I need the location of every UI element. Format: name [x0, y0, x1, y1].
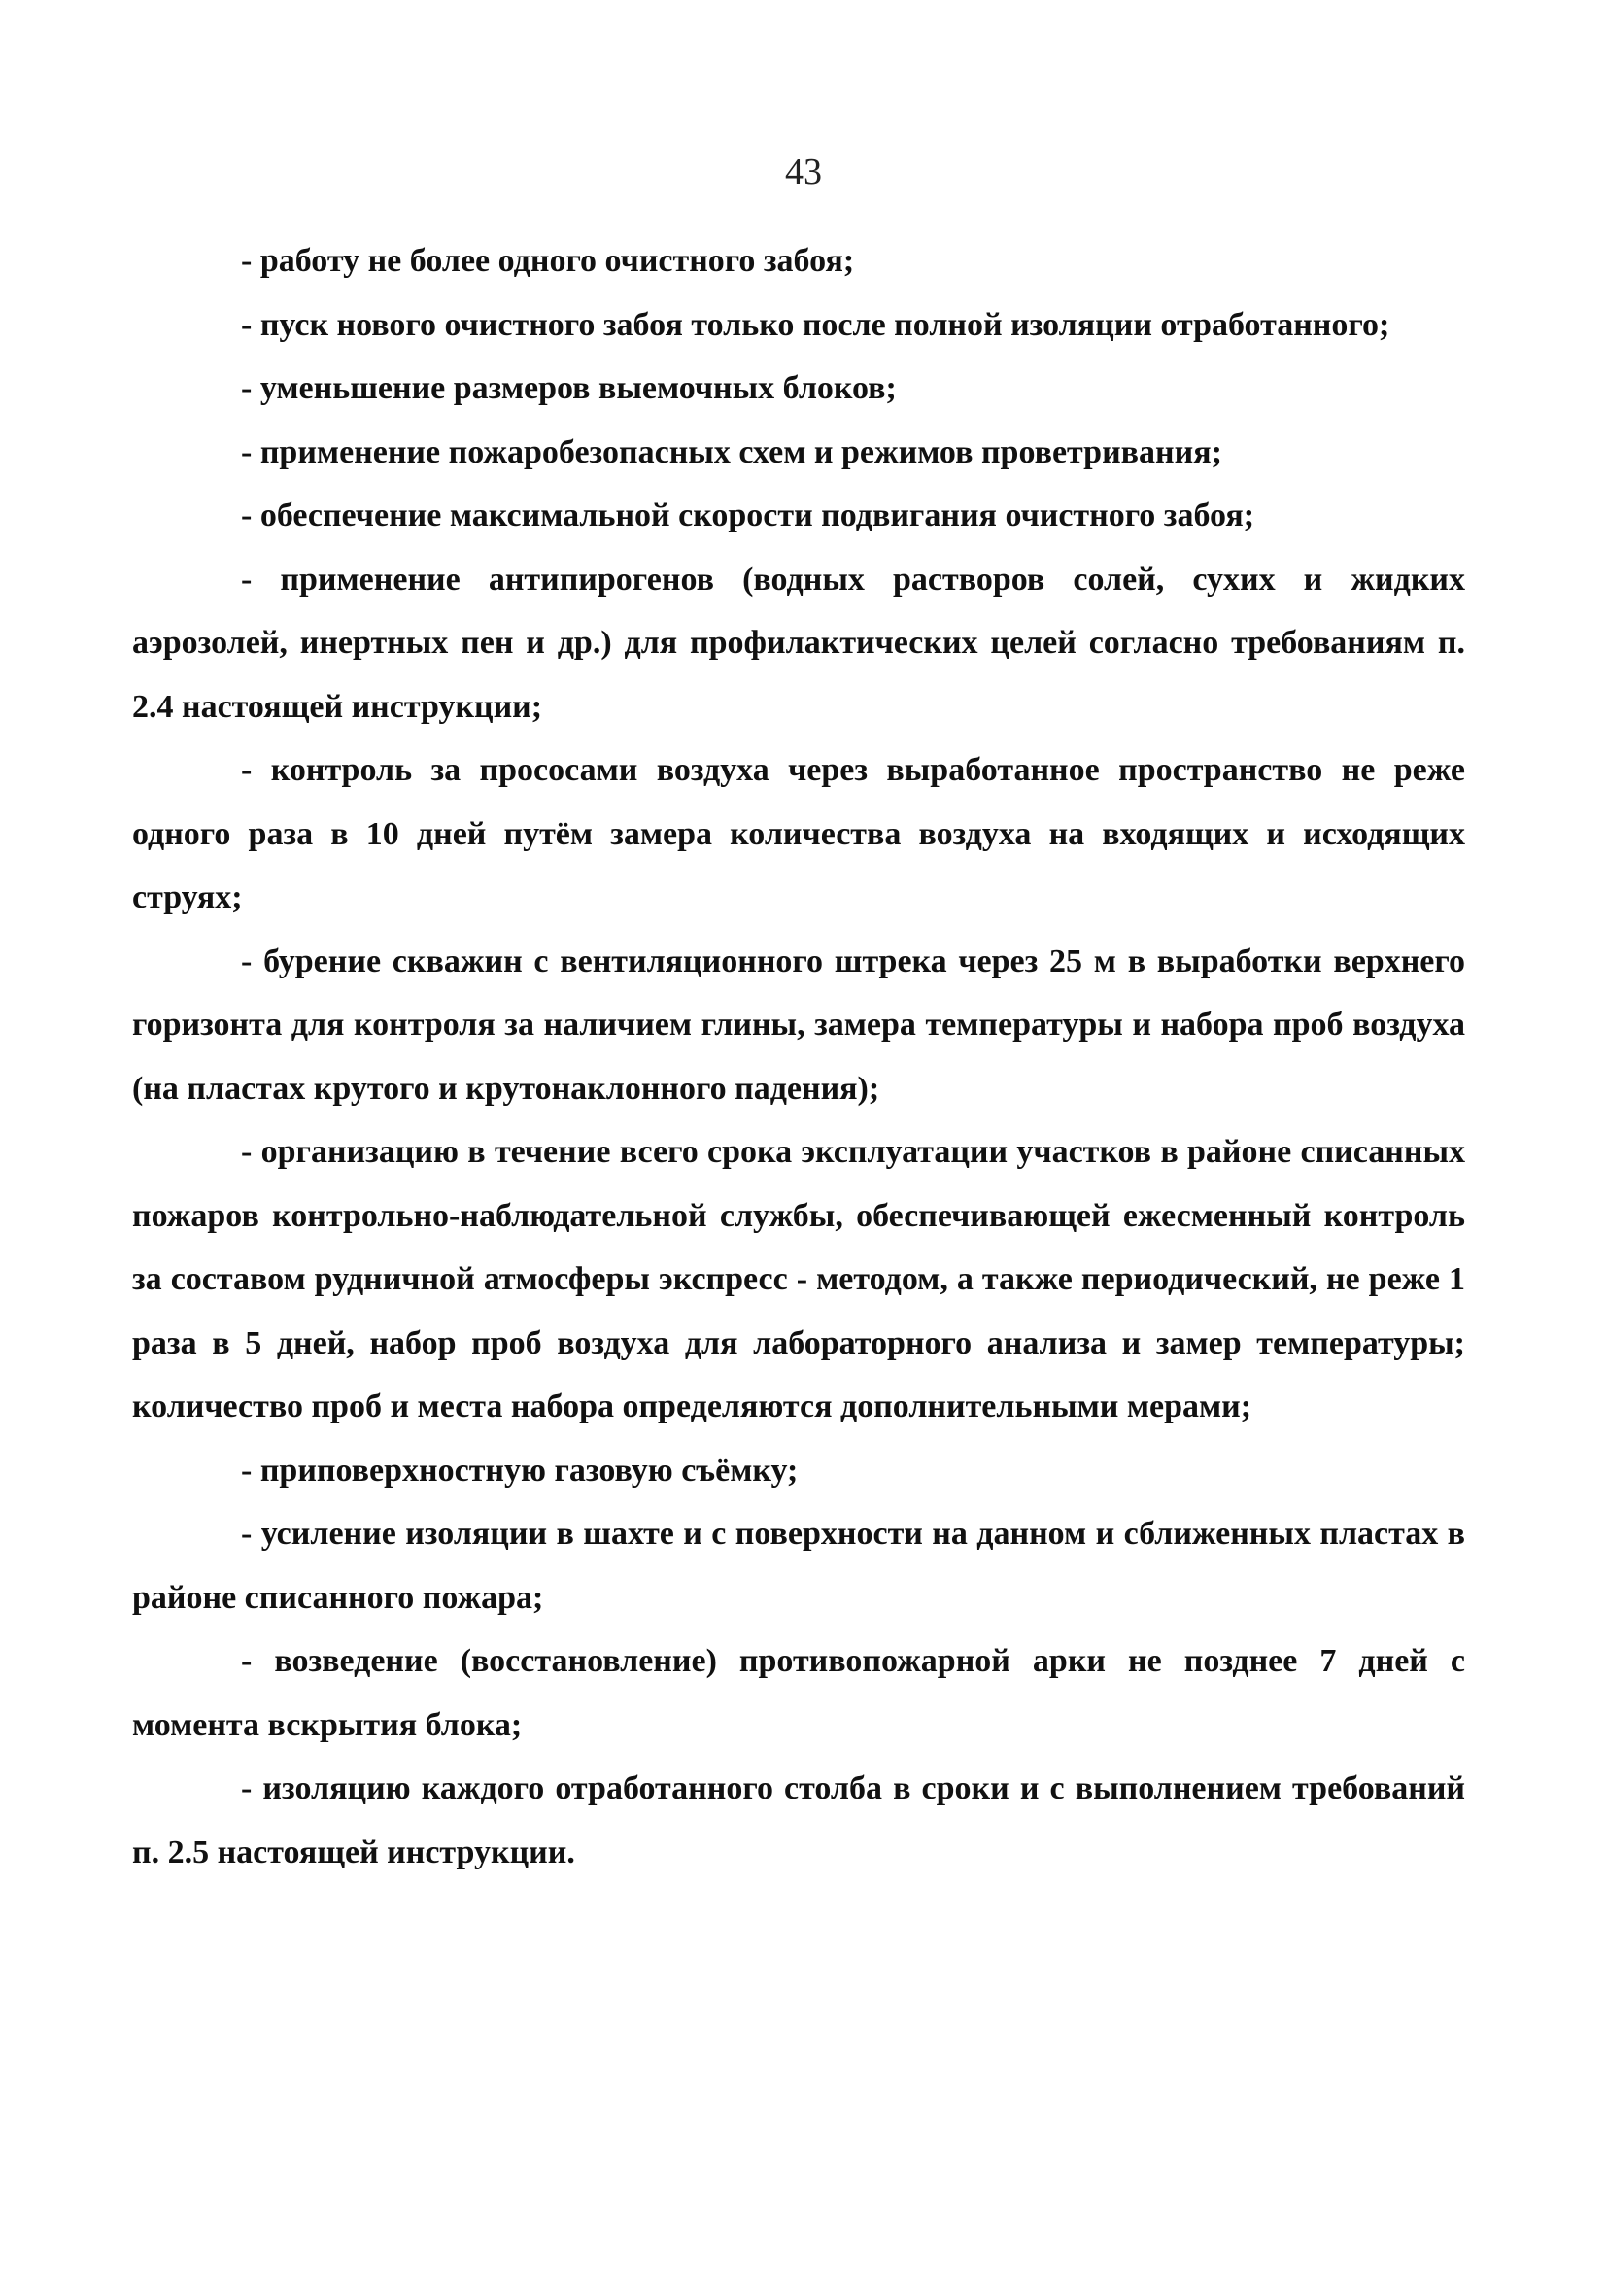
- list-item: - усиление изоляции в шахте и с поверхности на данном и сближенных пластах в районе списанного пожара;: [132, 1516, 1465, 1616]
- list-item: - обеспечение максимальной скорости подвигания очистного забоя;: [241, 497, 1255, 533]
- list-item: - уменьшение размеров выемочных блоков;: [241, 370, 897, 406]
- list-item: - бурение скважин с вентиляционного штрека через 25 м в выработки верхнего горизонта для контроля за наличием глины, замера температуры и набора проб воздуха (на пластах крутого и крутонаклонного падения);: [132, 942, 1465, 1107]
- list-item: - применение пожаробезопасных схем и режимов проветривания;: [241, 433, 1222, 470]
- list-item: - применение антипирогенов (водных растворов солей, сухих и жидких аэрозолей, инертных пен и др.) для профилактических целей согласно требованиям п. 2.4 настоящей инструкции;: [132, 561, 1465, 725]
- list-item: - изоляцию каждого отработанного столба в сроки и с выполнением требований п. 2.5 настоящей инструкции.: [132, 1770, 1465, 1870]
- list-item: - пуск нового очистного забоя только после полной изоляции отработанного;: [241, 306, 1390, 343]
- list-item: - возведение (восстановление) противопожарной арки не позднее 7 дней с момента вскрытия блока;: [132, 1643, 1465, 1743]
- page-number: 43: [785, 152, 822, 192]
- list-item: - контроль за прососами воздуха через выработанное пространство не реже одного раза в 10 дней путём замера количества воздуха на входящих и исходящих струях;: [132, 752, 1465, 915]
- list-item: - организацию в течение всего срока эксплуатации участков в районе списанных пожаров контрольно-наблюдательной службы, обеспечивающей ежесменный контроль за составом рудничной атмосферы экспресс - методом, а также периодический, не реже 1 раза в 5 дней, набор проб воздуха для лабораторного анализа и замер температуры; количество проб и места набора определяются дополнительными мерами;: [132, 1134, 1465, 1424]
- list-item: - приповерхностную газовую съёмку;: [241, 1452, 799, 1489]
- measures-list: [132, 229, 1465, 1884]
- list-item: - работу не более одного очистного забоя;: [241, 243, 855, 279]
